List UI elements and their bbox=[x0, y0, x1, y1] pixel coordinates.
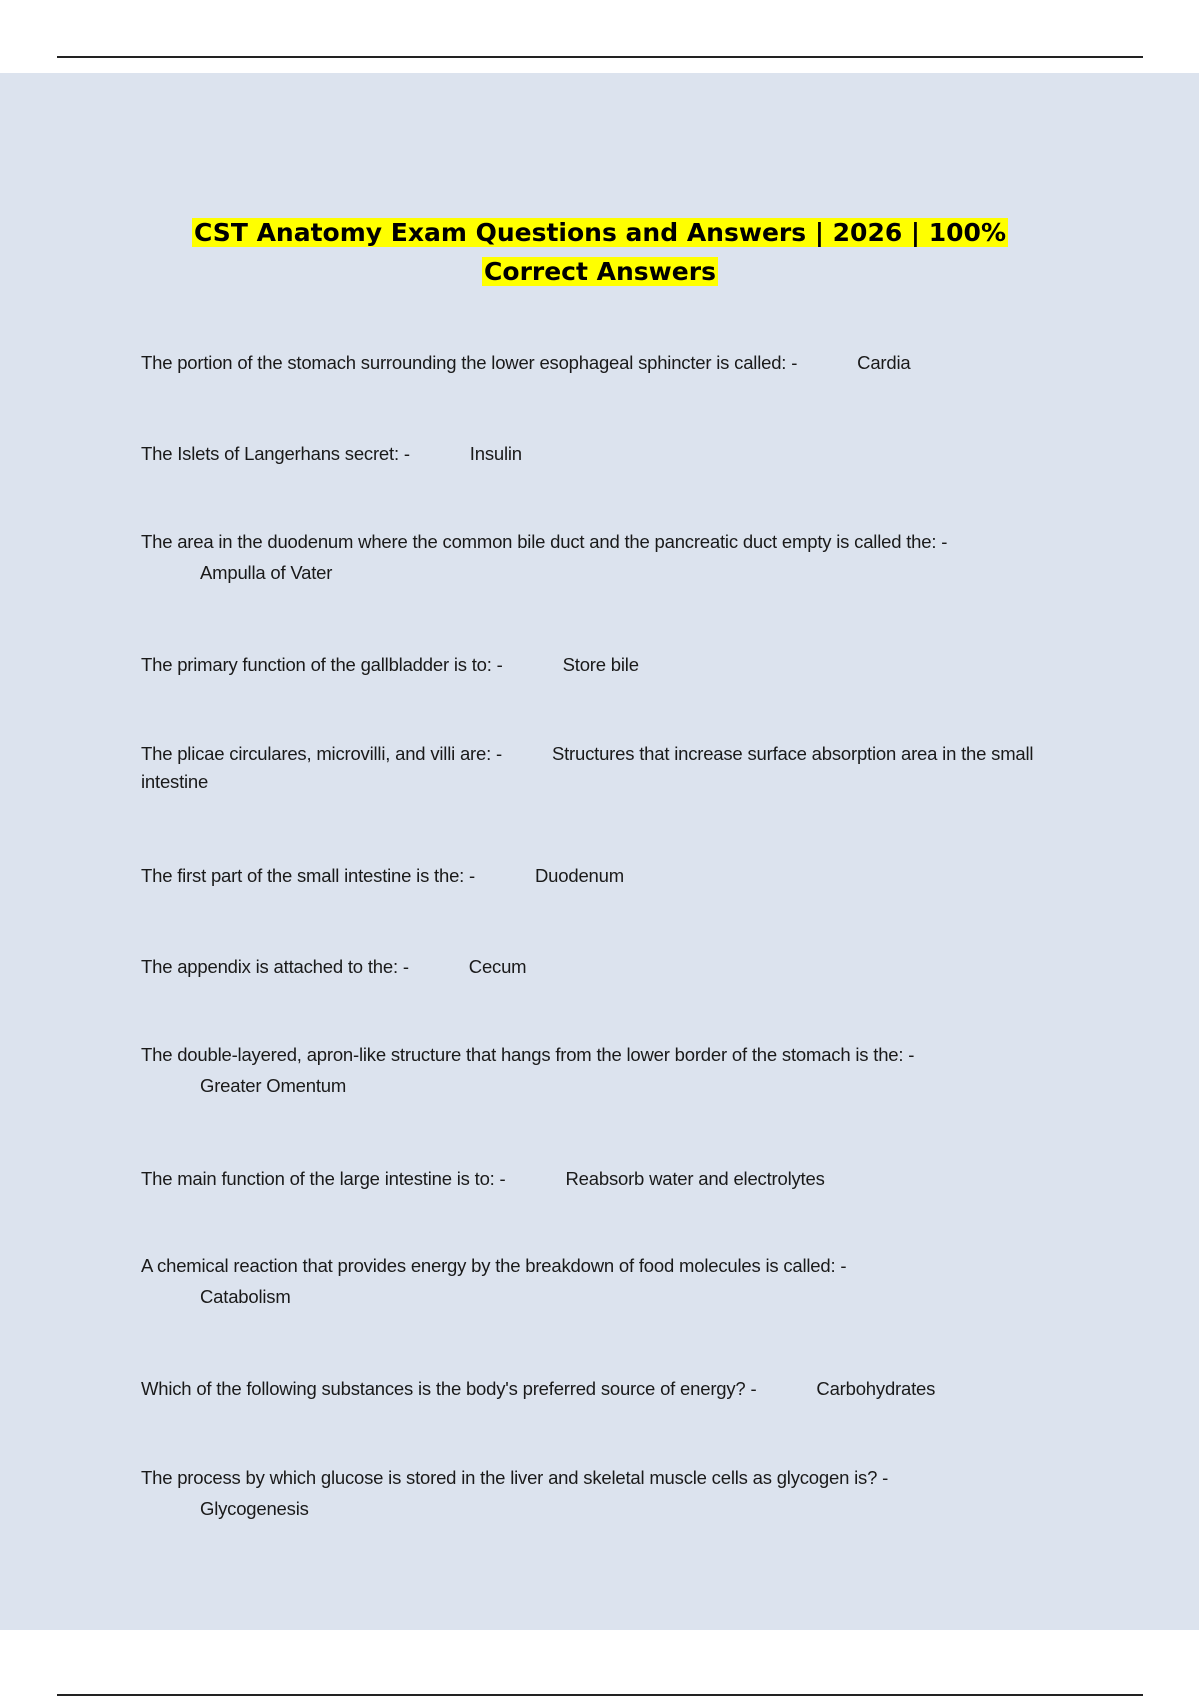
question-text: A chemical reaction that provides energy by the breakdown of food molecules is called: - bbox=[141, 1255, 847, 1276]
question-text: The portion of the stomach surrounding the lower esophageal sphincter is called: - bbox=[141, 352, 798, 373]
answer-text: Store bile bbox=[562, 654, 639, 675]
answer-text: Insulin bbox=[469, 443, 522, 464]
qa-item-9 bbox=[141, 1163, 1041, 1194]
document-title bbox=[0, 213, 1200, 291]
qa-item-12 bbox=[141, 1462, 1041, 1524]
question-text: The primary function of the gallbladder is to: - bbox=[141, 654, 503, 675]
question-text: The first part of the small intestine is the: - bbox=[141, 865, 476, 886]
header-rule bbox=[57, 56, 1143, 58]
qa-item-7 bbox=[141, 951, 1041, 982]
question-text: The process by which glucose is stored in the liver and skeletal muscle cells as glycogen is? - bbox=[141, 1467, 889, 1488]
qa-item-4 bbox=[141, 649, 1041, 680]
question-text: The plicae circulares, microvilli, and villi are: - bbox=[141, 743, 502, 764]
title-line-1: CST Anatomy Exam Questions and Answers | 2026 | 100% bbox=[194, 218, 1006, 247]
answer-text: Glycogenesis bbox=[200, 1498, 309, 1519]
answer-text: Reabsorb water and electrolytes bbox=[565, 1168, 825, 1189]
qa-item-8 bbox=[141, 1039, 1041, 1101]
qa-item-3 bbox=[141, 526, 1041, 588]
answer-text: Greater Omentum bbox=[200, 1075, 347, 1096]
question-text: The appendix is attached to the: - bbox=[141, 956, 409, 977]
question-text: The Islets of Langerhans secret: - bbox=[141, 443, 410, 464]
answer-text: Ampulla of Vater bbox=[200, 562, 333, 583]
title-line-2: Correct Answers bbox=[484, 257, 716, 286]
qa-item-11 bbox=[141, 1373, 1041, 1404]
answer-text: Cardia bbox=[857, 352, 911, 373]
qa-item-10 bbox=[141, 1250, 1041, 1312]
question-text: The main function of the large intestine is to: - bbox=[141, 1168, 506, 1189]
qa-item-6 bbox=[141, 860, 1041, 891]
answer-text: Duodenum bbox=[535, 865, 624, 886]
answer-text: Catabolism bbox=[200, 1286, 291, 1307]
footer-rule bbox=[57, 1694, 1143, 1696]
question-text: Which of the following substances is the body's preferred source of energy? - bbox=[141, 1378, 757, 1399]
qa-item-5 bbox=[141, 740, 1041, 796]
qa-item-1 bbox=[141, 347, 1041, 378]
question-text: The double-layered, apron-like structure that hangs from the lower border of the stomach is the: - bbox=[141, 1044, 915, 1065]
question-text: The area in the duodenum where the common bile duct and the pancreatic duct empty is called the: - bbox=[141, 531, 948, 552]
qa-item-2 bbox=[141, 438, 1041, 469]
answer-text: Cecum bbox=[468, 956, 527, 977]
answer-text: Carbohydrates bbox=[816, 1378, 936, 1399]
answer-text: Structures that increase surface absorption area in the small intestine bbox=[141, 743, 1034, 792]
